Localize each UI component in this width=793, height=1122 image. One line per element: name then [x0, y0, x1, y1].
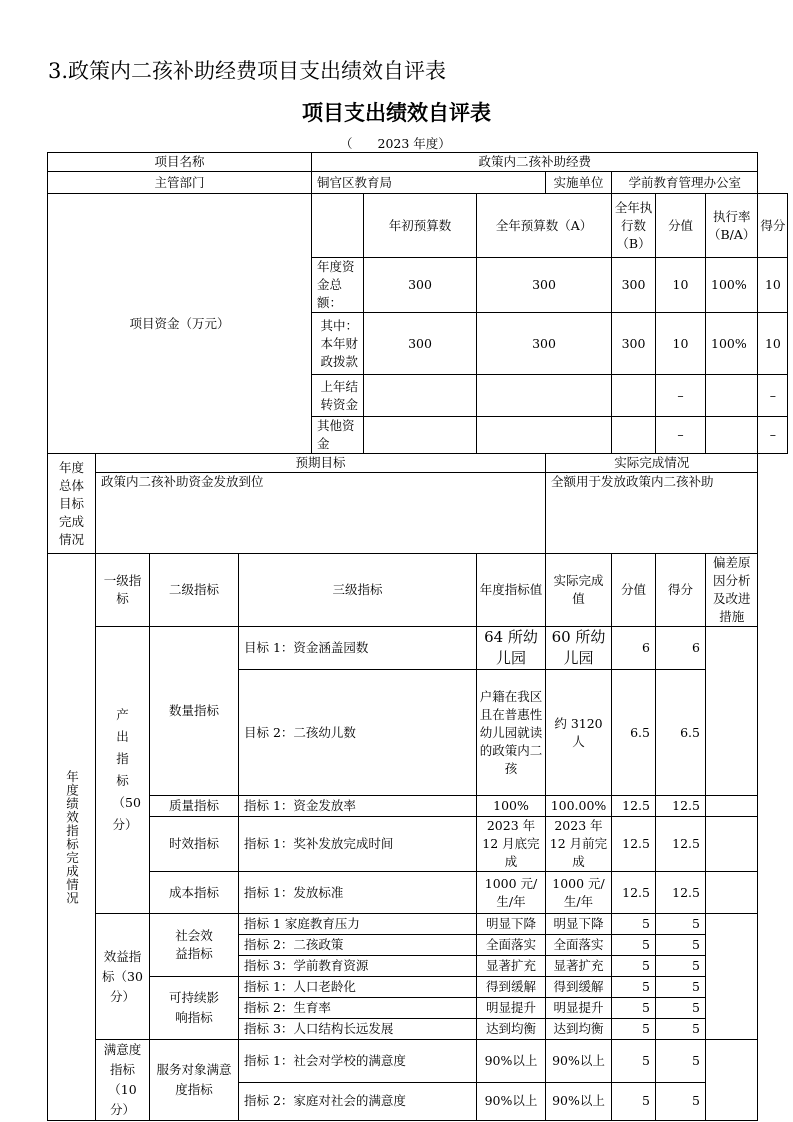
- indicator-name: 指标 1：发放标准: [239, 872, 477, 914]
- indicator-name: 指标 3：学前教育资源: [239, 956, 477, 977]
- fund-score: 10: [758, 258, 788, 313]
- document-heading: 3.政策内二孩补助经费项目支出绩效自评表: [48, 59, 447, 83]
- fund-exec: [612, 375, 656, 417]
- table-title: 项目支出绩效自评表: [302, 101, 491, 125]
- performance-table: [47, 152, 788, 1121]
- indicator-actual: 100.00%: [546, 796, 612, 817]
- indicator-actual: 90%以上: [546, 1082, 612, 1120]
- indicator-name: 指标 1 家庭教育压力: [239, 914, 477, 935]
- indicator-score: 12.5: [656, 796, 706, 817]
- indicator-actual: 约 3120 人: [546, 670, 612, 796]
- indicator-target: 64 所幼儿园: [477, 627, 546, 670]
- indicator-name: 目标 2：二孩幼儿数: [239, 670, 477, 796]
- fund-initial: [364, 417, 477, 454]
- fund-row-label: 其中：本年财政拨款: [312, 313, 364, 375]
- indicator-weight: 12.5: [612, 817, 656, 872]
- indicator-target: 显著扩充: [477, 956, 546, 977]
- indicator-score: 5: [656, 1040, 706, 1083]
- level1-header: 一级指标: [96, 554, 150, 627]
- goals-label: 年度总体目标完成情况: [48, 454, 96, 554]
- indicator-weight: 6: [612, 627, 656, 670]
- indicator-weight: 12.5: [612, 872, 656, 914]
- indicator-name: 指标 2：家庭对社会的满意度: [239, 1082, 477, 1120]
- annual-exec-header: 全年执行数（B）: [612, 194, 656, 258]
- fund-initial: 300: [364, 313, 477, 375]
- fund-row-label: 上年结转资金: [312, 375, 364, 417]
- fund-row-label: 其他资金: [312, 417, 364, 454]
- fund-weight: –: [656, 417, 706, 454]
- funds-label: 项目资金（万元）: [48, 194, 312, 454]
- indicator-weight: 5: [612, 1082, 656, 1120]
- quality-label: 质量指标: [150, 796, 239, 817]
- indicator-weight: 6.5: [612, 670, 656, 796]
- cost-label: 成本指标: [150, 872, 239, 914]
- fund-budget: [477, 417, 612, 454]
- satisfaction-label: 满意度指标（10分）: [96, 1040, 150, 1121]
- indicator-score: 5: [656, 914, 706, 935]
- indicator-name: 指标 1：社会对学校的满意度: [239, 1040, 477, 1083]
- indicator-target: 1000 元/生/年: [477, 872, 546, 914]
- impl-value: 学前教育管理办公室: [612, 172, 758, 194]
- fund-score: –: [758, 417, 788, 454]
- indicator-target: 90%以上: [477, 1040, 546, 1083]
- indicator-score: 5: [656, 1082, 706, 1120]
- target-header: 年度指标值: [477, 554, 546, 627]
- indicator-weight: 5: [612, 998, 656, 1019]
- fund-score: –: [758, 375, 788, 417]
- actual-goal-label: 实际完成情况: [546, 454, 758, 473]
- indicator-name: 目标 1：资金涵盖园数: [239, 627, 477, 670]
- impl-label: 实施单位: [546, 172, 612, 194]
- indicator-weight: 5: [612, 956, 656, 977]
- dept-label: 主管部门: [48, 172, 312, 194]
- indicator-actual: 全面落实: [546, 935, 612, 956]
- indicator-target: 户籍在我区且在普惠性幼儿园就读的政策内二孩: [477, 670, 546, 796]
- indicator-target: 2023 年 12 月底完成: [477, 817, 546, 872]
- indicator-name: 指标 2：二孩政策: [239, 935, 477, 956]
- fund-exec: 300: [612, 313, 656, 375]
- exec-rate-header: 执行率（B/A）: [706, 194, 758, 258]
- level2-header: 二级指标: [150, 554, 239, 627]
- fund-exec: 300: [612, 258, 656, 313]
- indicator-target: 得到缓解: [477, 977, 546, 998]
- service-satisfaction-label: 服务对象满意度指标: [150, 1040, 239, 1121]
- fund-weight: 10: [656, 313, 706, 375]
- fund-rate: 100%: [706, 258, 758, 313]
- fund-budget: 300: [477, 258, 612, 313]
- indicator-deviation: [706, 872, 758, 914]
- fund-rate: [706, 417, 758, 454]
- indicator-weight: 5: [612, 1019, 656, 1040]
- actual-goal: 全额用于发放政策内二孩补助: [546, 473, 758, 554]
- indicator-score: 5: [656, 977, 706, 998]
- indicator-score: 6.5: [656, 670, 706, 796]
- output-label: 产出指标（50分）: [96, 627, 150, 914]
- year-note: （ 2023 年度）: [340, 136, 451, 151]
- fund-weight: 10: [656, 258, 706, 313]
- indicator-name: 指标 1：人口老龄化: [239, 977, 477, 998]
- indicator-deviation: [706, 627, 758, 796]
- social-benefit-label: 社会效益指标: [150, 914, 239, 977]
- score-header: 得分: [656, 554, 706, 627]
- indicator-actual: 1000 元/生/年: [546, 872, 612, 914]
- indicator-actual: 得到缓解: [546, 977, 612, 998]
- indicator-score: 5: [656, 935, 706, 956]
- expected-goal-label: 预期目标: [96, 454, 546, 473]
- fund-initial: 300: [364, 258, 477, 313]
- annual-budget-header: 全年预算数（A）: [477, 194, 612, 258]
- indicator-score: 12.5: [656, 817, 706, 872]
- indicator-target: 90%以上: [477, 1082, 546, 1120]
- indicator-target: 100%: [477, 796, 546, 817]
- indicator-deviation: [706, 914, 758, 1040]
- fund-budget: 300: [477, 313, 612, 375]
- weight-header: 分值: [656, 194, 706, 258]
- indicator-weight: 5: [612, 935, 656, 956]
- indicator-actual: 达到均衡: [546, 1019, 612, 1040]
- fund-rate: 100%: [706, 313, 758, 375]
- dept-value: 铜官区教育局: [312, 172, 546, 194]
- level3-header: 三级指标: [239, 554, 477, 627]
- fund-weight: –: [656, 375, 706, 417]
- indicator-weight: 12.5: [612, 796, 656, 817]
- initial-budget-header: 年初预算数: [364, 194, 477, 258]
- indicator-actual: 明显提升: [546, 998, 612, 1019]
- fund-row-label: 年度资金总额：: [312, 258, 364, 313]
- indicator-actual: 显著扩充: [546, 956, 612, 977]
- fund-initial: [364, 375, 477, 417]
- project-name: 政策内二孩补助经费: [312, 153, 758, 172]
- fund-rate: [706, 375, 758, 417]
- indicator-deviation: [706, 817, 758, 872]
- benefit-label: 效益指标（30分）: [96, 914, 150, 1040]
- indicator-weight: 5: [612, 977, 656, 998]
- indicator-name: 指标 2：生育率: [239, 998, 477, 1019]
- fund-budget: [477, 375, 612, 417]
- actual-header: 实际完成值: [546, 554, 612, 627]
- indicator-name: 指标 1：资金发放率: [239, 796, 477, 817]
- indicator-name: 指标 1：奖补发放完成时间: [239, 817, 477, 872]
- sustain-label: 可持续影响指标: [150, 977, 239, 1040]
- indicator-target: 全面落实: [477, 935, 546, 956]
- indicator-actual: 明显下降: [546, 914, 612, 935]
- indicator-weight: 5: [612, 1040, 656, 1083]
- fund-score: 10: [758, 313, 788, 375]
- indicator-actual: 90%以上: [546, 1040, 612, 1083]
- indicator-deviation: [706, 1040, 758, 1121]
- indicator-target: 明显下降: [477, 914, 546, 935]
- indicator-actual: 60 所幼儿园: [546, 627, 612, 670]
- indicator-target: 达到均衡: [477, 1019, 546, 1040]
- fund-exec: [612, 417, 656, 454]
- score-header: 得分: [758, 194, 788, 258]
- indicator-score: 6: [656, 627, 706, 670]
- timeliness-label: 时效指标: [150, 817, 239, 872]
- indicator-score: 5: [656, 1019, 706, 1040]
- weight-header: 分值: [612, 554, 656, 627]
- indicator-score: 12.5: [656, 872, 706, 914]
- indicator-actual: 2023 年 12 月前完成: [546, 817, 612, 872]
- indicators-side-label: 年度绩效指标完成情况: [48, 554, 96, 1121]
- indicator-weight: 5: [612, 914, 656, 935]
- indicator-deviation: [706, 796, 758, 817]
- indicator-score: 5: [656, 998, 706, 1019]
- indicator-name: 指标 3：人口结构长远发展: [239, 1019, 477, 1040]
- quantity-label: 数量指标: [150, 627, 239, 796]
- indicator-target: 明显提升: [477, 998, 546, 1019]
- deviation-header: 偏差原因分析及改进措施: [706, 554, 758, 627]
- expected-goal: 政策内二孩补助资金发放到位: [96, 473, 546, 554]
- project-name-label: 项目名称: [48, 153, 312, 172]
- indicator-score: 5: [656, 956, 706, 977]
